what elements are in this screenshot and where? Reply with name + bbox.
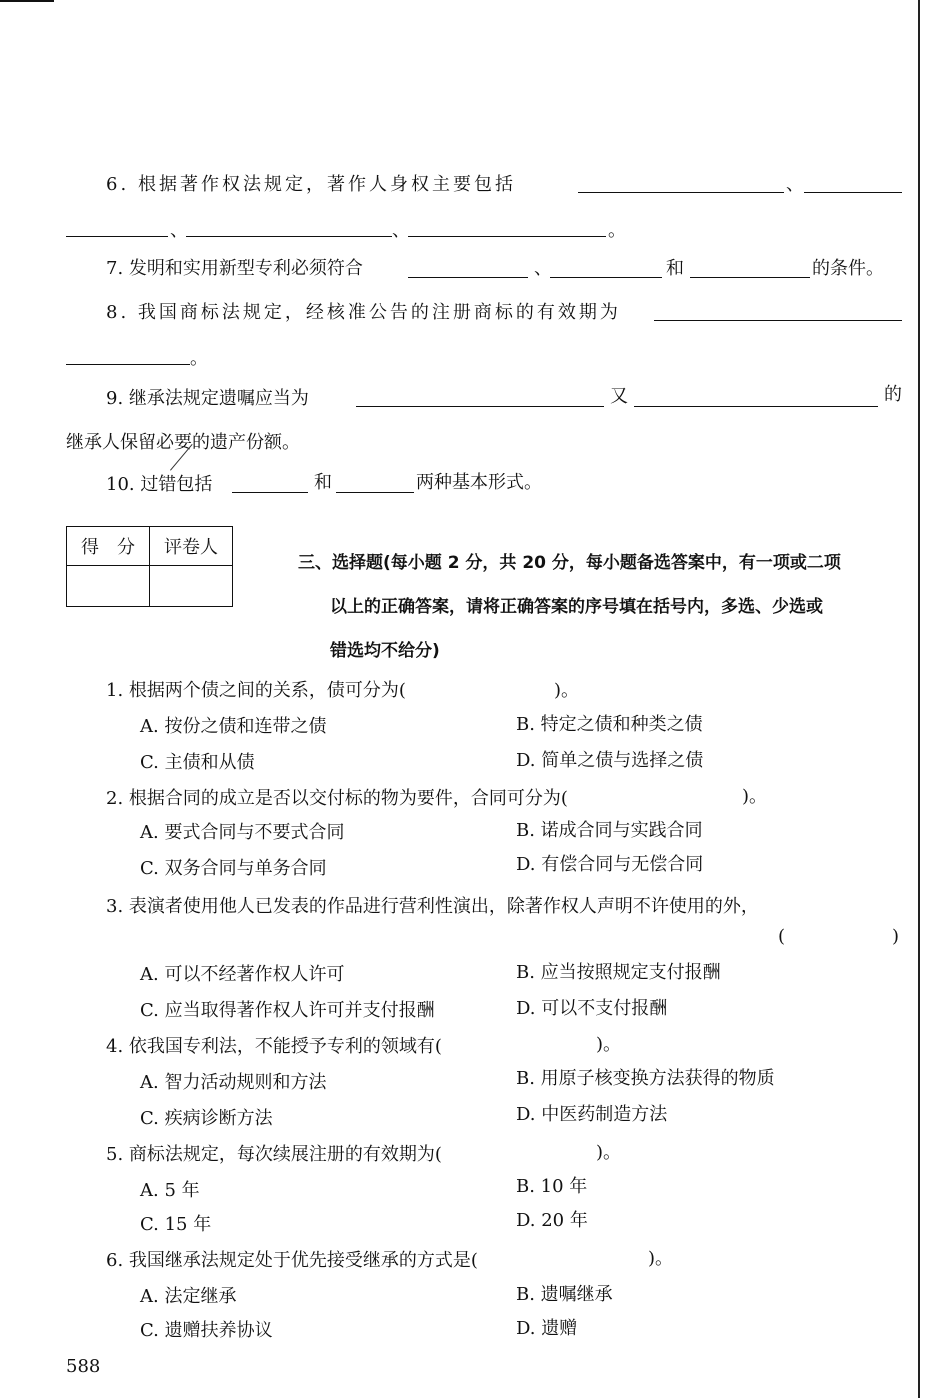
mc2-option-a: A. 要式合同与不要式合同 bbox=[140, 822, 345, 843]
section-heading-line2: 以上的正确答案，请将正确答案的序号填在括号内，多选、少选或 bbox=[330, 597, 823, 617]
fill-q7-blank-1[interactable] bbox=[408, 277, 528, 278]
fill-q9-end: 的 bbox=[884, 384, 902, 405]
score-header: 得 分 bbox=[67, 527, 150, 566]
mc4-option-a: A. 智力活动规则和方法 bbox=[140, 1072, 327, 1093]
score-cell[interactable] bbox=[67, 566, 150, 607]
mc3-option-b: B. 应当按照规定支付报酬 bbox=[516, 962, 721, 983]
mc2-option-d: D. 有偿合同与无偿合同 bbox=[516, 854, 704, 875]
mc2-close: )。 bbox=[742, 786, 768, 807]
mc3-option-c: C. 应当取得著作权人许可并支付报酬 bbox=[140, 1000, 435, 1021]
mc6-close: )。 bbox=[648, 1248, 674, 1269]
fill-q9-line2: 继承人保留必要的遗产份额。 bbox=[66, 432, 300, 453]
mc5-option-d: D. 20 年 bbox=[516, 1210, 588, 1231]
fill-q6-blank-3[interactable] bbox=[186, 236, 392, 237]
mc1-question: 1. 根据两个债之间的关系，债可分为( bbox=[106, 680, 406, 701]
fill-q6-number: 6. bbox=[106, 174, 130, 195]
mc6-option-c: C. 遗赠扶养协议 bbox=[140, 1320, 273, 1341]
fill-q6-blank-1[interactable] bbox=[578, 192, 784, 193]
fill-q6-blank-2[interactable] bbox=[804, 192, 902, 193]
score-box bbox=[66, 526, 233, 607]
fill-q7-sep: 、 bbox=[534, 258, 552, 279]
mc3-open: ( bbox=[778, 926, 786, 947]
fill-q9-blank-1[interactable] bbox=[356, 406, 604, 407]
fill-q9-text: 9. 继承法规定遗嘱应当为 bbox=[106, 388, 309, 409]
mc3-question: 3. 表演者使用他人已发表的作品进行营利性演出，除著作权人声明不许使用的外， bbox=[106, 896, 759, 917]
mc4-option-d: D. 中医药制造方法 bbox=[516, 1104, 668, 1125]
fill-q8-text: 8. 我国商标法规定，经核准公告的注册商标的有效期为 bbox=[106, 302, 621, 323]
mc5-close: )。 bbox=[596, 1142, 622, 1163]
mc3-option-a: A. 可以不经著作权人许可 bbox=[140, 964, 345, 985]
section-heading-line3: 错选均不给分) bbox=[330, 641, 440, 661]
fill-q10-blank-2[interactable] bbox=[336, 492, 414, 493]
mc6-option-a: A. 法定继承 bbox=[140, 1286, 237, 1307]
mc4-option-b: B. 用原子核变换方法获得的物质 bbox=[516, 1068, 775, 1089]
mc6-option-d: D. 遗赠 bbox=[516, 1318, 578, 1339]
mc5-option-c: C. 15 年 bbox=[140, 1214, 212, 1235]
page-number: 588 bbox=[66, 1356, 101, 1377]
mc2-option-c: C. 双务合同与单务合同 bbox=[140, 858, 327, 879]
fill-q7-end: 的条件。 bbox=[812, 258, 884, 279]
section-heading-line1: 三、选择题(每小题 2 分，共 20 分，每小题备选答案中，有一项或二项 bbox=[298, 553, 841, 573]
mc3-option-d: D. 可以不支付报酬 bbox=[516, 998, 668, 1019]
mc5-question: 5. 商标法规定，每次续展注册的有效期为( bbox=[106, 1144, 442, 1165]
mc1-option-c: C. 主债和从债 bbox=[140, 752, 255, 773]
fill-q7-text: 7. 发明和实用新型专利必须符合 bbox=[106, 258, 363, 279]
mc3-close: ) bbox=[892, 926, 900, 947]
grader-cell[interactable] bbox=[150, 566, 233, 607]
fill-q10-text: 10. 过错包括 bbox=[106, 474, 213, 495]
fill-q6-sep-1: 、 bbox=[786, 174, 804, 195]
mc6-option-b: B. 遗嘱继承 bbox=[516, 1284, 613, 1305]
fill-q7-blank-3[interactable] bbox=[690, 277, 810, 278]
mc5-option-b: B. 10 年 bbox=[516, 1176, 588, 1197]
fill-q10-end: 两种基本形式。 bbox=[416, 472, 542, 493]
fill-q10-and: 和 bbox=[314, 472, 332, 493]
mc5-option-a: A. 5 年 bbox=[140, 1180, 200, 1201]
mc4-close: )。 bbox=[596, 1034, 622, 1055]
fill-q6-blank-4[interactable] bbox=[408, 236, 606, 237]
fill-q6-sep-3: 、 bbox=[392, 220, 410, 241]
fill-q6-end: 。 bbox=[608, 220, 626, 241]
mc1-close: )。 bbox=[554, 680, 580, 701]
fill-q6-text: 根据著作权法规定，著作人身权主要包括 bbox=[138, 174, 516, 195]
mc1-option-d: D. 简单之债与选择之债 bbox=[516, 750, 704, 771]
fill-q9-mid: 又 bbox=[610, 386, 628, 407]
mc2-question: 2. 根据合同的成立是否以交付标的物为要件，合同可分为( bbox=[106, 788, 568, 809]
fill-q6-blank-2-cont[interactable] bbox=[66, 236, 168, 237]
top-left-rule bbox=[0, 0, 54, 2]
mc4-option-c: C. 疾病诊断方法 bbox=[140, 1108, 273, 1129]
mc2-option-b: B. 诺成合同与实践合同 bbox=[516, 820, 703, 841]
fill-q9-blank-2[interactable] bbox=[634, 406, 878, 407]
mc1-option-b: B. 特定之债和种类之债 bbox=[516, 714, 703, 735]
page-edge-rule bbox=[918, 0, 920, 1398]
grader-header: 评卷人 bbox=[150, 527, 233, 566]
fill-q8-blank[interactable] bbox=[654, 320, 902, 321]
fill-q7-blank-2[interactable] bbox=[550, 277, 662, 278]
mc6-question: 6. 我国继承法规定处于优先接受继承的方式是( bbox=[106, 1250, 478, 1271]
fill-q8-blank-cont[interactable] bbox=[66, 364, 190, 365]
fill-q6-sep-2: 、 bbox=[170, 220, 188, 241]
mc1-option-a: A. 按份之债和连带之债 bbox=[140, 716, 327, 737]
fill-q7-and: 和 bbox=[666, 258, 684, 279]
fill-q10-blank-1[interactable] bbox=[232, 492, 308, 493]
mc4-question: 4. 依我国专利法，不能授予专利的领域有( bbox=[106, 1036, 442, 1057]
fill-q8-end: 。 bbox=[190, 348, 208, 369]
